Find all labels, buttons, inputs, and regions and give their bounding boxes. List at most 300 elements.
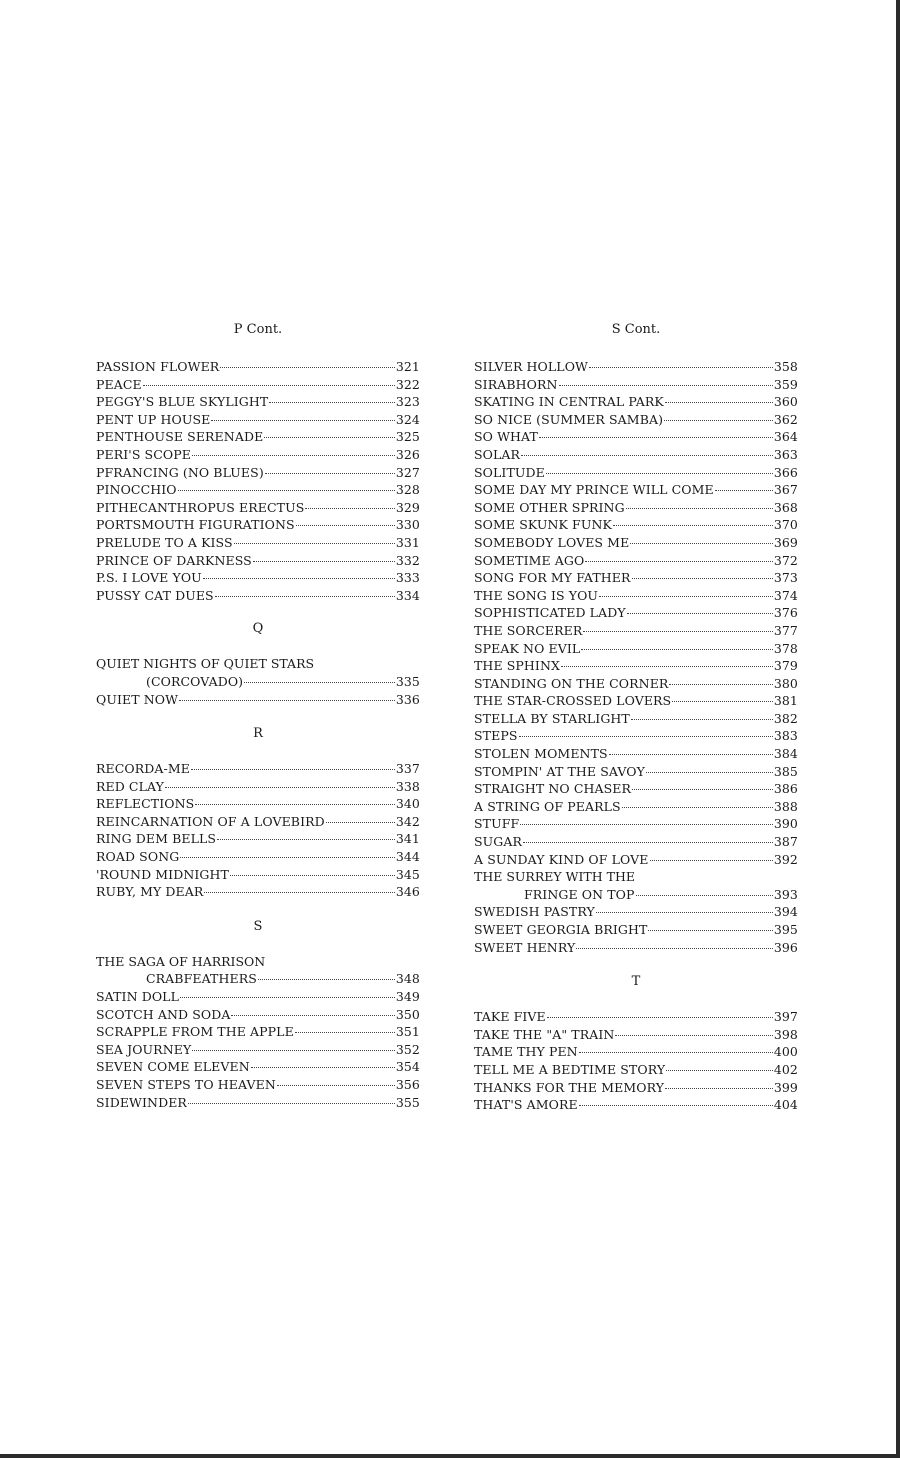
entry-title: STOLEN MOMENTS: [474, 746, 608, 762]
entry-title: STANDING ON THE CORNER: [474, 675, 669, 691]
index-entry: [474, 622, 798, 640]
entry-title: PENTHOUSE SERENADE: [96, 429, 264, 445]
entry-title: SCRAPPLE FROM THE APPLE: [96, 1024, 294, 1040]
entry-title: CRABFEATHERS: [146, 971, 257, 987]
entry-title: RED CLAY: [96, 778, 164, 794]
dot-leader: [192, 1050, 395, 1051]
entry-page-number: 384: [773, 746, 798, 762]
index-entry: [474, 1026, 798, 1044]
entry-title: SOMETIME AGO: [474, 552, 585, 568]
index-entry: [96, 673, 420, 691]
entry-title: PEACE: [96, 376, 142, 392]
entry-title: STRAIGHT NO CHASER: [474, 781, 632, 797]
entry-page-number: 321: [395, 359, 420, 374]
entry-page-number: 387: [773, 834, 798, 850]
entry-page-number: 378: [773, 640, 798, 656]
entry-list-s-b: [474, 903, 798, 956]
dot-leader: [547, 1017, 773, 1018]
entry-page-number: 337: [395, 761, 420, 777]
entry-title: THE SPHINX: [474, 658, 560, 674]
entry-page-number: 372: [773, 552, 798, 568]
index-entry: [96, 778, 420, 796]
entry-title: STELLA BY STARLIGHT: [474, 710, 630, 726]
index-entry: [96, 411, 420, 429]
index-entry: [474, 710, 798, 728]
index-entry: [474, 780, 798, 798]
dot-leader: [585, 561, 772, 562]
entry-title: RECORDA-ME: [96, 761, 190, 777]
entry-title: FRINGE ON TOP: [524, 886, 635, 902]
entry-title: TELL ME A BEDTIME STORY: [474, 1061, 666, 1077]
dot-leader: [672, 701, 773, 702]
index-entry: [474, 464, 798, 482]
dot-leader: [180, 997, 395, 998]
entry-title: TAKE THE "A" TRAIN: [474, 1026, 615, 1042]
entry-title: PRINCE OF DARKNESS: [96, 552, 252, 568]
entry-page-number: 362: [773, 411, 798, 427]
entry-title: RUBY, MY DEAR: [96, 884, 204, 900]
entry-title: QUIET NOW: [96, 691, 179, 707]
entry-title: SWEDISH PASTRY: [474, 904, 595, 920]
entry-title: TAME THY PEN: [474, 1044, 578, 1060]
dot-leader: [178, 490, 395, 491]
dot-leader: [211, 420, 394, 421]
entry-page-number: 323: [395, 394, 420, 410]
entry-page-number: 395: [773, 922, 798, 937]
entry-page-number: 328: [395, 482, 420, 498]
entry-page-number: 381: [773, 693, 798, 709]
entry-title: SUGAR: [474, 834, 523, 850]
entry-title: THE SONG IS YOU: [474, 587, 599, 603]
dot-leader: [215, 596, 395, 597]
dot-leader: [632, 578, 773, 579]
index-entry: [96, 1006, 420, 1024]
dot-leader: [269, 402, 395, 403]
index-entry: [96, 760, 420, 778]
dot-leader: [180, 857, 395, 858]
index-entry: [474, 1079, 798, 1097]
entry-title: SKATING IN CENTRAL PARK: [474, 394, 664, 410]
entry-title: STUFF: [474, 816, 520, 832]
section-heading-s-cont: S Cont.: [611, 322, 661, 337]
entry-page-number: 336: [395, 691, 420, 707]
dot-leader: [191, 769, 395, 770]
dot-leader: [188, 1103, 395, 1104]
index-entry: [474, 428, 798, 446]
entry-page-number: 396: [773, 939, 798, 955]
dot-leader: [305, 508, 394, 509]
entry-title: PINOCCHIO: [96, 482, 177, 498]
dot-leader: [627, 613, 773, 614]
dot-leader: [523, 842, 773, 843]
dot-leader: [561, 666, 773, 667]
entry-title: A STRING OF PEARLS: [474, 798, 621, 814]
dot-leader: [650, 860, 773, 861]
entry-page-number: 351: [395, 1024, 420, 1040]
dot-leader: [195, 804, 395, 805]
entry-title: STEPS: [474, 728, 518, 744]
dot-leader: [253, 561, 395, 562]
entry-title: SO WHAT: [474, 429, 538, 445]
entry-page-number: 367: [773, 482, 798, 498]
entry-title: SIDEWINDER: [96, 1094, 187, 1110]
entry-page-number: 397: [773, 1009, 798, 1025]
dot-leader: [615, 1035, 772, 1036]
index-entry: [96, 534, 420, 552]
entry-title: SOME DAY MY PRINCE WILL COME: [474, 482, 714, 498]
entry-title: PORTSMOUTH FIGURATIONS: [96, 517, 295, 533]
index-entry: [474, 481, 798, 499]
index-entry: [474, 692, 798, 710]
entry-title: SEA JOURNEY: [96, 1041, 192, 1057]
entry-title: PITHECANTHROPUS ERECTUS: [96, 499, 305, 515]
entry-page-number: 393: [773, 886, 798, 902]
index-entry: [474, 833, 798, 851]
entry-title: SOLITUDE: [474, 464, 545, 480]
dot-leader: [581, 649, 773, 650]
index-entry: [474, 446, 798, 464]
entry-title: RING DEM BELLS: [96, 831, 217, 847]
dot-leader: [165, 787, 395, 788]
entry-page-number: 350: [395, 1006, 420, 1022]
entry-title: SOMEBODY LOVES ME: [474, 534, 630, 550]
dot-leader: [579, 1052, 773, 1053]
index-entry: [96, 988, 420, 1006]
entry-page-number: 332: [395, 552, 420, 568]
entry-title: ROAD SONG: [96, 849, 180, 865]
entry-title: REINCARNATION OF A LOVEBIRD: [96, 813, 325, 829]
dot-leader: [622, 807, 773, 808]
entry-page-number: 340: [395, 796, 420, 812]
dot-leader: [648, 930, 772, 931]
index-column-right: [474, 321, 798, 1114]
entry-page-number: 333: [395, 570, 420, 586]
index-entry: [96, 1094, 420, 1112]
entry-title: SEVEN COME ELEVEN: [96, 1059, 250, 1075]
entry-page-number: 338: [395, 778, 420, 794]
index-entry: [474, 657, 798, 675]
section-heading-t: T: [631, 974, 641, 990]
entry-title: SILVER HOLLOW: [474, 359, 589, 374]
entry-list-t: [474, 1008, 798, 1114]
entry-page-number: 385: [773, 763, 798, 779]
index-entry: [474, 411, 798, 429]
index-entry: [474, 727, 798, 745]
index-entry: [96, 481, 420, 499]
dot-leader: [630, 543, 773, 544]
entry-page-number: 322: [395, 376, 420, 392]
dot-leader: [244, 682, 395, 683]
index-entry: [474, 675, 798, 693]
dot-leader: [251, 1067, 395, 1068]
dot-leader: [258, 979, 395, 980]
entry-page-number: 356: [395, 1077, 420, 1092]
index-entry: [96, 516, 420, 534]
index-entry: [474, 516, 798, 534]
entry-page-number: 386: [773, 781, 798, 797]
entry-title: 'ROUND MIDNIGHT: [96, 866, 229, 882]
entry-list-s-a: [474, 358, 798, 868]
dot-leader: [539, 437, 773, 438]
entry-page-number: 369: [773, 534, 798, 550]
section-heading-s: S: [253, 918, 263, 934]
index-entry: [474, 921, 798, 939]
index-entry: [474, 604, 798, 622]
entry-page-number: 400: [773, 1044, 798, 1060]
entry-page-number: 398: [773, 1026, 798, 1042]
entry-page-number: 359: [773, 376, 798, 392]
index-entry: [474, 358, 798, 376]
entry-title: SOPHISTICATED LADY: [474, 605, 626, 621]
entry-page-number: 334: [395, 587, 420, 603]
entry-page-number: 404: [773, 1097, 798, 1113]
entry-page-number: 326: [395, 446, 420, 462]
dot-leader: [234, 543, 395, 544]
entry-title: THE STAR-CROSSED LOVERS: [474, 693, 672, 709]
dot-leader: [665, 402, 773, 403]
entry-title-quiet-nights-line1: QUIET NIGHTS OF QUIET STARS: [96, 656, 315, 672]
entry-page-number: 376: [773, 605, 798, 621]
index-entry: [96, 1041, 420, 1059]
entry-title: PEGGY'S BLUE SKYLIGHT: [96, 394, 269, 410]
entry-page-number: 377: [773, 622, 798, 638]
dot-leader: [179, 700, 395, 701]
index-entry: [96, 691, 420, 709]
entry-page-number: 399: [773, 1079, 798, 1095]
dot-leader: [664, 420, 773, 421]
index-entry: [474, 569, 798, 587]
entry-title: SWEET GEORGIA BRIGHT: [474, 922, 648, 937]
entry-page-number: 370: [773, 517, 798, 533]
index-entry: [474, 851, 798, 869]
entry-page-number: 329: [395, 499, 420, 515]
index-entry: [474, 815, 798, 833]
entry-page-number: 355: [395, 1094, 420, 1110]
entry-title: SOME OTHER SPRING: [474, 499, 625, 515]
entry-page-number: 345: [395, 866, 420, 882]
index-entry: [474, 376, 798, 394]
dot-leader: [632, 789, 773, 790]
dot-leader: [217, 839, 395, 840]
dot-leader: [579, 1105, 773, 1106]
index-column-left: [96, 321, 420, 1111]
entry-list-r: [96, 760, 420, 901]
dot-leader: [264, 437, 395, 438]
dot-leader: [521, 455, 773, 456]
index-entry: [474, 1096, 798, 1114]
index-entry: [474, 798, 798, 816]
entry-page-number: 360: [773, 394, 798, 410]
entry-page-number: 388: [773, 798, 798, 814]
index-entry: [96, 813, 420, 831]
index-entry: [474, 640, 798, 658]
entry-page-number: 402: [773, 1061, 798, 1077]
index-entry: [96, 795, 420, 813]
index-entry: [96, 587, 420, 605]
index-entry: [96, 376, 420, 394]
dot-leader: [231, 1015, 394, 1016]
dot-leader: [665, 1088, 773, 1089]
entry-title: PERI'S SCOPE: [96, 446, 191, 462]
entry-page-number: 379: [773, 658, 798, 674]
page-edge-right: [896, 0, 900, 1458]
entry-page-number: 330: [395, 517, 420, 533]
dot-leader: [636, 895, 773, 896]
entry-page-number: 352: [395, 1041, 420, 1057]
entry-page-number: 392: [773, 851, 798, 867]
entry-page-number: 366: [773, 464, 798, 480]
entry-title: PRELUDE TO A KISS: [96, 534, 233, 550]
entry-title: PENT UP HOUSE: [96, 411, 211, 427]
index-entry: [96, 1076, 420, 1094]
entry-page-number: 363: [773, 446, 798, 462]
index-entry: [474, 763, 798, 781]
entry-title: PFRANCING (NO BLUES): [96, 464, 264, 480]
dot-leader: [295, 1032, 395, 1033]
entry-title: SIRABHORN: [474, 376, 558, 392]
dot-leader: [203, 578, 395, 579]
entry-page-number: 390: [773, 816, 798, 832]
section-heading-q: Q: [252, 621, 264, 637]
index-entry: [96, 552, 420, 570]
dot-leader: [646, 772, 773, 773]
entry-title: (CORCOVADO): [146, 673, 244, 689]
dot-leader: [631, 719, 773, 720]
index-entry: [96, 883, 420, 901]
entry-title-saga-line1: THE SAGA OF HARRISON: [96, 953, 266, 969]
entry-page-number: 342: [395, 813, 420, 829]
entry-list-p: [96, 358, 420, 604]
entry-page-number: 324: [395, 411, 420, 427]
dot-leader: [669, 684, 772, 685]
index-entry: [96, 464, 420, 482]
dot-leader: [265, 473, 395, 474]
entry-page-number: 374: [773, 587, 798, 603]
entry-title: STOMPIN' AT THE SAVOY: [474, 763, 646, 779]
index-entry: [474, 745, 798, 763]
index-entry: [474, 587, 798, 605]
dot-leader: [715, 490, 773, 491]
entry-page-number: 325: [395, 429, 420, 445]
section-heading-r: R: [253, 726, 263, 742]
dot-leader: [583, 631, 772, 632]
index-entry: [96, 393, 420, 411]
dot-leader: [626, 508, 773, 509]
entry-page-number: 368: [773, 499, 798, 515]
entry-page-number: 327: [395, 464, 420, 480]
entry-page-number: 349: [395, 989, 420, 1005]
dot-leader: [230, 875, 395, 876]
entry-page-number: 394: [773, 904, 798, 920]
index-entry: [474, 1061, 798, 1079]
dot-leader: [613, 525, 773, 526]
entry-title: PUSSY CAT DUES: [96, 587, 214, 603]
dot-leader: [519, 736, 773, 737]
dot-leader: [666, 1070, 773, 1071]
index-entry: [96, 970, 420, 988]
dot-leader: [204, 892, 394, 893]
dot-leader: [599, 596, 773, 597]
dot-leader: [296, 525, 395, 526]
index-entry: [96, 569, 420, 587]
entry-page-number: 373: [773, 570, 798, 586]
entry-page-number: 358: [773, 359, 798, 374]
entry-title: SOLAR: [474, 446, 521, 462]
entry-page-number: 354: [395, 1059, 420, 1075]
index-entry: [474, 552, 798, 570]
index-entry: [96, 446, 420, 464]
dot-leader: [326, 822, 395, 823]
entry-page-number: 348: [395, 971, 420, 987]
dot-leader: [546, 473, 773, 474]
index-entry: [96, 1023, 420, 1041]
entry-title: SATIN DOLL: [96, 989, 179, 1005]
dot-leader: [277, 1085, 395, 1086]
dot-leader: [143, 385, 395, 386]
entry-page-number: 382: [773, 710, 798, 726]
entry-page-number: 364: [773, 429, 798, 445]
entry-title: REFLECTIONS: [96, 796, 195, 812]
entry-title: PASSION FLOWER: [96, 359, 220, 374]
entry-list-s: [96, 988, 420, 1111]
dot-leader: [589, 367, 773, 368]
dot-leader: [596, 912, 773, 913]
entry-page-number: 341: [395, 831, 420, 847]
dot-leader: [559, 385, 773, 386]
entry-title: TAKE FIVE: [474, 1009, 546, 1025]
entry-title: SO NICE (SUMMER SAMBA): [474, 411, 664, 427]
entry-title: SEVEN STEPS TO HEAVEN: [96, 1077, 276, 1092]
entry-page-number: 344: [395, 849, 420, 865]
index-entry: [96, 428, 420, 446]
index-entry: [96, 1058, 420, 1076]
entry-title: P.S. I LOVE YOU: [96, 570, 202, 586]
dot-leader: [520, 824, 773, 825]
index-entry: [474, 499, 798, 517]
entry-title: A SUNDAY KIND OF LOVE: [474, 851, 649, 867]
entry-title-surrey-line1: THE SURREY WITH THE: [474, 869, 635, 885]
entry-title: SPEAK NO EVIL: [474, 640, 581, 656]
index-entry: [474, 393, 798, 411]
entry-page-number: 380: [773, 675, 798, 691]
index-entry: [96, 499, 420, 517]
section-heading-p-cont: P Cont.: [233, 322, 283, 337]
entry-page-number: 346: [395, 884, 420, 900]
entry-page-number: 383: [773, 728, 798, 744]
dot-leader: [192, 455, 395, 456]
entry-title: THE SORCERER: [474, 622, 583, 638]
index-entry: [474, 534, 798, 552]
entry-page-number: 331: [395, 534, 420, 550]
dot-leader: [220, 367, 395, 368]
entry-title: SOME SKUNK FUNK: [474, 517, 612, 533]
index-entry: [96, 358, 420, 376]
index-entry: [474, 1043, 798, 1061]
index-entry: [96, 848, 420, 866]
index-entry: [96, 830, 420, 848]
index-entry: [96, 866, 420, 884]
entry-title: THANKS FOR THE MEMORY: [474, 1079, 665, 1095]
entry-page-number: 335: [395, 673, 420, 689]
page-edge-bottom: [0, 1454, 900, 1458]
entry-title: SWEET HENRY: [474, 939, 576, 955]
entry-title: SCOTCH AND SODA: [96, 1006, 231, 1022]
index-entry: [474, 1008, 798, 1026]
entry-title: SONG FOR MY FATHER: [474, 570, 631, 586]
dot-leader: [576, 948, 773, 949]
entry-title: THAT'S AMORE: [474, 1097, 578, 1113]
index-entry: [474, 939, 798, 957]
